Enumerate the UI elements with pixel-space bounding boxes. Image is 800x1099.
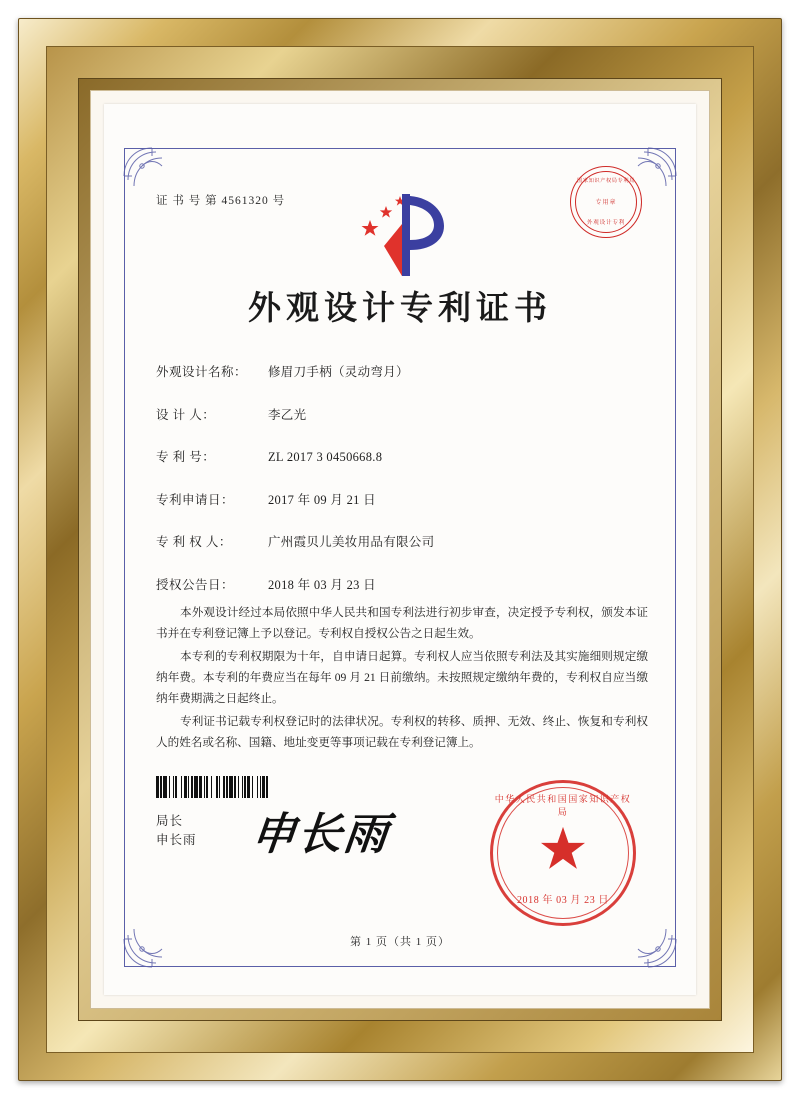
field-value: 2017 年 09 月 21 日 [268, 492, 376, 507]
field-value: 修眉刀手柄（灵动弯月） [268, 365, 409, 379]
page-footer: 第 1 页（共 1 页） [350, 936, 450, 948]
paragraph-grant: 本外观设计经过本局依照中华人民共和国专利法进行初步审查，决定授予专利权，颁发本证书并在专利登记簿上予以登记。专利权自授权公告之日起生效。 [156, 606, 648, 640]
national-emblem-star-icon [537, 823, 589, 875]
certificate-fields [156, 362, 650, 617]
field-label: 授权公告日： [156, 577, 235, 592]
seal-date-text: 2018 年 03 月 23 日 [516, 895, 610, 906]
field-row-application-date [156, 490, 650, 508]
stamp-mid-text: 专用章 [595, 200, 617, 206]
field-value: 2018 年 03 月 23 日 [268, 577, 376, 592]
signature-block [156, 812, 197, 850]
stamp-arc-text: 国家知识产权局专利局 [577, 178, 635, 184]
field-row-grant-announcement-date [156, 575, 650, 593]
stamp-bottom-text: 外观设计专利 [586, 220, 626, 226]
field-label: 专利申请日： [156, 492, 235, 507]
field-label: 专 利 权 人： [156, 535, 232, 549]
director-name-label: 申长雨 [156, 833, 197, 847]
field-row-patent-number [156, 447, 650, 465]
field-value: ZL 2017 3 0450668.8 [268, 450, 383, 464]
patent-office-stamp-icon [570, 166, 642, 238]
certificate-sheet [104, 104, 696, 995]
field-label: 专 利 号： [156, 450, 216, 464]
field-row-patentee [156, 532, 650, 550]
paragraph-term-and-fees: 本专利的专利权期限为十年，自申请日起算。专利权人应当依照专利法及其实施细则规定缴纳年费。本专利的年费应当在每年 09 月 21 日前缴纳。未按照规定缴纳年费的，专利权自应当缴纳年费期满之日起终止。 [156, 650, 648, 705]
field-value: 李乙光 [268, 407, 307, 422]
field-label: 外观设计名称： [156, 365, 248, 379]
seal-organization-text: 中华人民共和国国家知识产权局 [494, 794, 632, 817]
paragraph-register: 专利证书记载专利权登记时的法律状况。专利权的转移、质押、无效、终止、恢复和专利权人的姓名或名称、国籍、地址变更等事项记载在专利登记簿上。 [156, 715, 648, 749]
barcode-bar [268, 776, 270, 798]
cnipa-logo-icon [340, 186, 460, 278]
field-row-design-name [156, 362, 650, 380]
legal-body-text [156, 602, 648, 755]
director-role-label: 局长 [156, 814, 184, 828]
handwritten-signature: 申长雨 [248, 810, 393, 859]
barcode [156, 776, 346, 798]
page-title: 外观设计专利证书 [248, 291, 552, 327]
certificate-number: 证 书 号 第 4561320 号 [156, 195, 286, 207]
field-label: 设 计 人： [156, 407, 216, 422]
field-value: 广州霞贝儿美妆用品有限公司 [268, 535, 435, 549]
field-row-designer [156, 405, 650, 423]
official-red-seal [490, 780, 636, 926]
